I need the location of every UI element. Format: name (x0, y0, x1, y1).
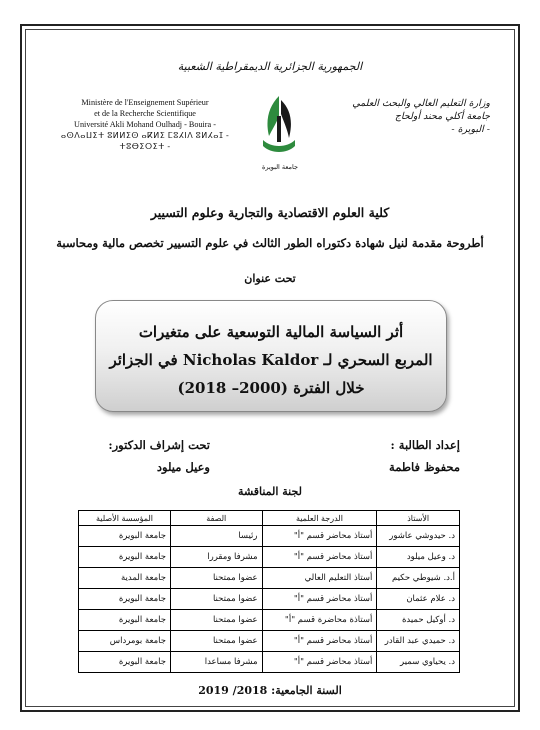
role-cell: مشرفا ومقررا (171, 547, 263, 568)
supervisor-label: تحت إشراف الدكتور: (108, 438, 210, 452)
professor-cell: د. يحياوي سمير (377, 652, 460, 673)
student-name: محفوظ فاطمة (389, 460, 460, 474)
role-cell: مشرفا مساعدا (171, 652, 263, 673)
rank-cell: أستاذ التعليم العالي (262, 568, 377, 589)
role-cell: عضوا ممتحنا (171, 568, 263, 589)
ministry-ar-line: وزارة التعليم العالي والبحث العلمي (352, 98, 490, 109)
university-logo-icon (255, 92, 303, 162)
header-role: الصفة (171, 511, 263, 526)
faculty-name: كلية العلوم الاقتصادية والتجارية وعلوم التسيير (150, 205, 390, 220)
role-cell: رئيسا (171, 526, 263, 547)
rank-cell: أستاذ محاضر قسم "أ" (262, 589, 377, 610)
thesis-title-line-3: خلال الفترة (2000– 2018) (177, 379, 365, 397)
supervisor-name: وعيل ميلود (156, 460, 210, 474)
role-cell: عضوا ممتحنا (171, 610, 263, 631)
table-row (79, 631, 460, 652)
ministry-line-2: et de la Recherche Scientifique (94, 109, 196, 118)
professor-cell: د. حيدوشي عاشور (377, 526, 460, 547)
thesis-title-line-1: أثر السياسة المالية التوسعية على متغيرات (138, 323, 404, 341)
role-cell: عضوا ممتحنا (171, 631, 263, 652)
professor-cell: د. حميدي عبد القادر (377, 631, 460, 652)
ministry-line-1: Ministère de l'Enseignement Supérieur (81, 98, 209, 107)
header-institution: المؤسسة الأصلية (79, 511, 171, 526)
rank-cell: أستاذة محاضرة قسم "أ" (262, 610, 377, 631)
header-professor: الأستاذ (377, 511, 460, 526)
city-ar-line: - البويرة - (451, 124, 490, 135)
institution-cell: جامعة البويرة (79, 526, 171, 547)
institution-cell: جامعة المدية (79, 568, 171, 589)
institution-cell: جامعة بومرداس (79, 631, 171, 652)
under-title-label: تحت عنوان (244, 272, 296, 285)
republic-heading: الجمهورية الجزائرية الديمقراطية الشعبية (177, 60, 363, 73)
university-line: Université Akli Mohand Oulhadj - Bouira - (74, 120, 216, 129)
rank-cell: أستاذ محاضر قسم "أ" (262, 631, 377, 652)
thesis-description: أطروحة مقدمة لنيل شهادة دكتوراه الطور الثالث في علوم التسيير تخصص مالية ومحاسبة (56, 236, 484, 250)
institution-cell: جامعة البويرة (79, 610, 171, 631)
committee-header-row (79, 511, 460, 526)
thesis-title-box (95, 300, 447, 412)
rank-cell: أستاذ محاضر قسم "أ" (262, 547, 377, 568)
logo-caption: جامعة البويرة (261, 163, 299, 171)
thesis-title-line-2: المربع السحري لـ Nicholas Kaldor في الجزائر (109, 351, 433, 369)
professor-cell: د. علام عثمان (377, 589, 460, 610)
committee-title: لجنة المناقشة (238, 485, 302, 498)
arabic-header (325, 97, 490, 136)
professor-cell: أ.د. شيوطي حكيم (377, 568, 460, 589)
institution-cell: جامعة البويرة (79, 547, 171, 568)
table-row (79, 589, 460, 610)
professor-cell: د. وعيل ميلود (377, 547, 460, 568)
table-row (79, 652, 460, 673)
student-label: إعداد الطالبة : (390, 438, 460, 452)
role-cell: عضوا ممتحنا (171, 589, 263, 610)
french-header (60, 97, 230, 152)
table-row (79, 568, 460, 589)
table-row (79, 547, 460, 568)
committee-table (78, 510, 460, 673)
academic-year: السنة الجامعية: 2018/ 2019 (198, 684, 342, 697)
university-ar-line: جامعة أكلي محند أولحاج (394, 111, 490, 122)
tifinagh-line: ⴰⵙⴷⴰⵡⵉⵜ ⵓⵍⵍⵉⵙ ⴰⴽⵍⵉ ⵎⵓⵃⵏⴷ ⵓⵍⵃⴰⵊ - ⵜⵓⴱⵉⵔⵉⵜ - (60, 131, 230, 151)
table-row (79, 610, 460, 631)
rank-cell: أستاذ محاضر قسم "أ" (262, 526, 377, 547)
institution-cell: جامعة البويرة (79, 589, 171, 610)
professor-cell: د. أوكيل حميدة (377, 610, 460, 631)
rank-cell: أستاذ محاضر قسم "أ" (262, 652, 377, 673)
institution-cell: جامعة البويرة (79, 652, 171, 673)
header-rank: الدرجة العلمية (262, 511, 377, 526)
table-row (79, 526, 460, 547)
